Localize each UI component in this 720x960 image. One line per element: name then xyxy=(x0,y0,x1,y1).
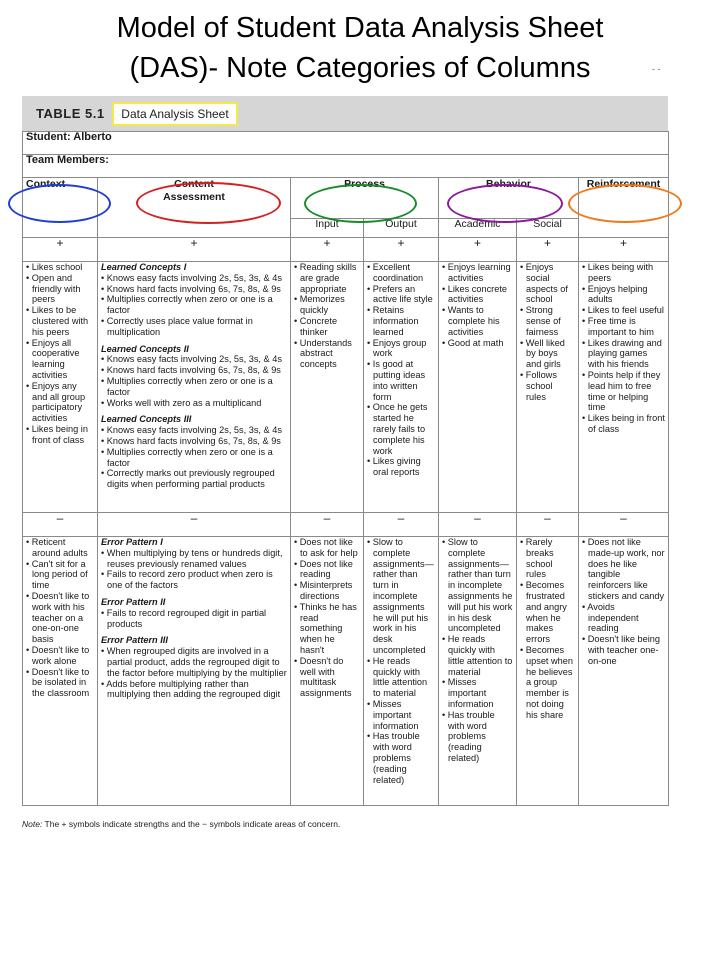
list-item: • Avoids independent reading xyxy=(582,601,639,634)
strengths-reinforcement xyxy=(579,262,669,513)
title-line-1: Model of Student Data Analysis Sheet xyxy=(116,12,604,44)
list-item: • Misses important information xyxy=(367,698,419,731)
list-item: • Misses important information xyxy=(442,677,494,709)
context-highlight-ring xyxy=(8,184,111,223)
list-item: • Enjoys group work xyxy=(367,337,427,359)
list-item: • Likes concrete activities xyxy=(442,283,508,305)
list-item: • Multiplies correctly when zero or one is a factor xyxy=(101,294,273,316)
list-item: • Likes to feel useful xyxy=(582,305,664,316)
strengths-academic xyxy=(439,262,517,513)
list-item: • Thinks he has read something when he hasn't xyxy=(294,601,357,655)
list-item: • Enjoys helping adults xyxy=(582,283,648,305)
list-item: • Knows easy facts involving 2s, 5s, 3s, & 4s xyxy=(101,272,282,283)
list-item: • He reads quickly with little attention to material xyxy=(367,655,428,699)
list-item: • Doesn't do well with multitask assignments xyxy=(294,655,352,699)
concept-heading: Learned Concepts I xyxy=(101,262,187,272)
list-item: • Open and friendly with peers xyxy=(26,272,81,305)
list-item: • Once he gets started he rarely fails to complete his work xyxy=(367,402,428,456)
list-item: • Enjoys any and all group participatory activities xyxy=(26,380,86,424)
list-item: • Strong sense of fairness xyxy=(520,305,561,337)
list-item: • Fails to record regrouped digit in partial products xyxy=(101,607,267,629)
concept-heading: Error Pattern I xyxy=(101,537,163,547)
concerns-reinforcement xyxy=(579,537,669,806)
note-text: The + symbols indicate strengths and the − symbols indicate areas of concern. xyxy=(44,819,341,829)
concerns-output xyxy=(364,537,439,806)
list-item: • Retains information learned xyxy=(367,305,419,337)
list-item: • Likes being in front of class xyxy=(582,413,665,434)
minus-reinforcement: – xyxy=(579,513,669,537)
title-line-2: (DAS)- Note Categories of Columns xyxy=(129,52,591,84)
list-item: • Reading skills are grade appropriate xyxy=(294,262,357,294)
list-item: • Knows hard facts involving 6s, 7s, 8s, & 9s xyxy=(101,365,281,376)
list-item: • Reticent around adults xyxy=(26,537,88,558)
table-name-highlight: Data Analysis Sheet xyxy=(112,102,238,126)
list-item: • Enjoys all cooperative learning activities xyxy=(26,337,80,380)
list-item: • Multiplies correctly when zero or one is a factor xyxy=(101,375,273,397)
concerns-academic xyxy=(439,537,517,806)
list-item: • Fails to record zero product when zero is one of the factors xyxy=(101,569,273,591)
header-content-assessment: Content Assessment xyxy=(98,178,291,238)
list-item: • Points help if they lead him to free time or helping time xyxy=(582,369,661,413)
list-item: • Adds before multiplying rather than multiplying then adding the regrouped digit xyxy=(101,678,281,700)
list-item: • Multiplies correctly when zero or one is a factor xyxy=(101,446,273,468)
list-item: • When regrouped digits are involved in a partial product, adds the regrouped digit to the factor before multiplying by the multiplier xyxy=(101,646,287,678)
list-item: • Does not like made-up work, nor does he like tangible reinforcers like stickers and candy xyxy=(582,537,665,601)
list-item: • Becomes frustrated and angry when he makes errors xyxy=(520,580,567,645)
slide-title xyxy=(0,8,720,88)
list-item: • Becomes upset when he believes a group member is not doing his share xyxy=(520,644,573,720)
header-behavior: Behavior xyxy=(439,178,579,219)
concept-heading: Learned Concepts III xyxy=(101,414,192,425)
list-item: • Enjoys social aspects of school xyxy=(520,262,568,305)
list-item: • Works well with zero as a multiplicand xyxy=(101,397,262,408)
list-item: • Rarely breaks school rules xyxy=(520,537,554,580)
table-number: TABLE 5.1 xyxy=(36,106,105,121)
strengths-input xyxy=(291,262,364,513)
list-item: • Memorizes quickly xyxy=(294,294,345,316)
list-item: • Wants to complete his activities xyxy=(442,305,500,337)
list-item: • Understands abstract concepts xyxy=(294,337,352,370)
list-item: • Is good at putting ideas into written form xyxy=(367,359,426,402)
header-context: Context xyxy=(23,178,98,238)
list-item: • Has trouble with word problems (reading related) xyxy=(367,731,420,785)
list-item: • Knows hard facts involving 6s, 7s, 8s, & 9s xyxy=(101,283,281,294)
concerns-context xyxy=(23,537,98,806)
process-highlight-ring xyxy=(304,184,417,223)
minus-content: – xyxy=(98,513,291,537)
list-item: • Likes giving oral reports xyxy=(367,456,421,478)
behavior-highlight-ring xyxy=(447,184,563,223)
student-row: Student: Alberto xyxy=(23,132,669,155)
page-dash: - - xyxy=(652,64,661,74)
list-item: • Doesn't like to be isolated in the classroom xyxy=(26,666,90,699)
list-item: • Correctly uses place value format in multiplication xyxy=(101,315,253,337)
list-item: • Has trouble with word problems (reading related) xyxy=(442,709,495,763)
minus-academic: – xyxy=(439,513,517,537)
list-item: • Can't sit for a long period of time xyxy=(26,558,88,591)
list-item: • Excellent coordination xyxy=(367,262,424,283)
list-item: • Doesn't like to work with his teacher on a one-on-one basis xyxy=(26,590,90,645)
minus-social: – xyxy=(517,513,579,537)
list-item: • Enjoys learning activities xyxy=(442,262,511,283)
subheader-input: Input xyxy=(291,219,364,238)
list-item: • Likes being with peers xyxy=(582,262,654,283)
reinforcement-highlight-ring xyxy=(568,184,682,223)
header-process: Process xyxy=(291,178,439,219)
list-item: • Well liked by boys and girls xyxy=(520,337,565,370)
concerns-social xyxy=(517,537,579,806)
list-item: • Slow to complete assignments—rather than turn in incomplete assignments he will put his work in his desk uncompleted xyxy=(367,537,434,655)
subheader-output: Output xyxy=(364,219,439,238)
concept-heading: Error Pattern III xyxy=(101,635,168,646)
list-item: • Likes being in front of class xyxy=(26,423,88,445)
list-item: • Likes school xyxy=(26,262,83,272)
table-note xyxy=(22,819,340,829)
content-highlight-ring xyxy=(136,182,281,224)
list-item: • Doesn't like being with teacher one-on-one xyxy=(582,634,661,666)
list-item: • Knows easy facts involving 2s, 5s, 3s, & 4s xyxy=(101,354,282,365)
data-analysis-table xyxy=(22,131,669,806)
list-item: • Prefers an active life style xyxy=(367,283,433,305)
concerns-content xyxy=(98,537,291,806)
strengths-social xyxy=(517,262,579,513)
list-item: • Concrete thinker xyxy=(294,315,338,337)
plus-content: + xyxy=(98,238,291,262)
list-item: • He reads quickly with little attention to material xyxy=(442,634,513,677)
list-item: • Knows easy facts involving 2s, 5s, 3s, & 4s xyxy=(101,425,282,436)
team-members-row: Team Members: xyxy=(23,155,669,178)
list-item: • When multiplying by tens or hundreds digit, reuses previously renamed values xyxy=(101,547,283,569)
concept-heading: Error Pattern II xyxy=(101,596,166,607)
minus-context: – xyxy=(23,513,98,537)
concept-heading: Learned Concepts II xyxy=(101,343,189,354)
plus-output: + xyxy=(364,238,439,262)
list-item: • Correctly marks out previously regrouped digits when performing partial products xyxy=(101,468,275,490)
list-item: • Likes to be clustered with his peers xyxy=(26,305,89,337)
minus-output: – xyxy=(364,513,439,537)
list-item: • Follows school rules xyxy=(520,369,557,402)
list-item: • Does not like reading xyxy=(294,558,353,580)
strengths-content xyxy=(98,262,291,513)
plus-social: + xyxy=(517,238,579,262)
subheader-academic: Academic xyxy=(439,219,517,238)
list-item: • Slow to complete assignments—rather than turn in incomplete assignments he will put his work in his desk uncompleted xyxy=(442,537,513,634)
note-label: Note: xyxy=(22,819,43,829)
strengths-output xyxy=(364,262,439,513)
list-item: • Does not like to ask for help xyxy=(294,537,358,558)
plus-context: + xyxy=(23,238,98,262)
subheader-social: Social xyxy=(517,219,579,238)
list-item: • Likes drawing and playing games with his friends xyxy=(582,337,662,370)
header-reinforcement: Reinforcement xyxy=(579,178,669,238)
plus-input: + xyxy=(291,238,364,262)
plus-reinforcement: + xyxy=(579,238,669,262)
list-item: • Doesn't like to work alone xyxy=(26,644,90,666)
plus-academic: + xyxy=(439,238,517,262)
minus-input: – xyxy=(291,513,364,537)
list-item: • Knows hard facts involving 6s, 7s, 8s, & 9s xyxy=(101,435,281,446)
list-item: • Free time is important to him xyxy=(582,315,654,337)
strengths-context xyxy=(23,262,98,513)
concerns-input xyxy=(291,537,364,806)
list-item: • Good at math xyxy=(442,337,504,348)
list-item: • Misinterprets directions xyxy=(294,580,353,601)
